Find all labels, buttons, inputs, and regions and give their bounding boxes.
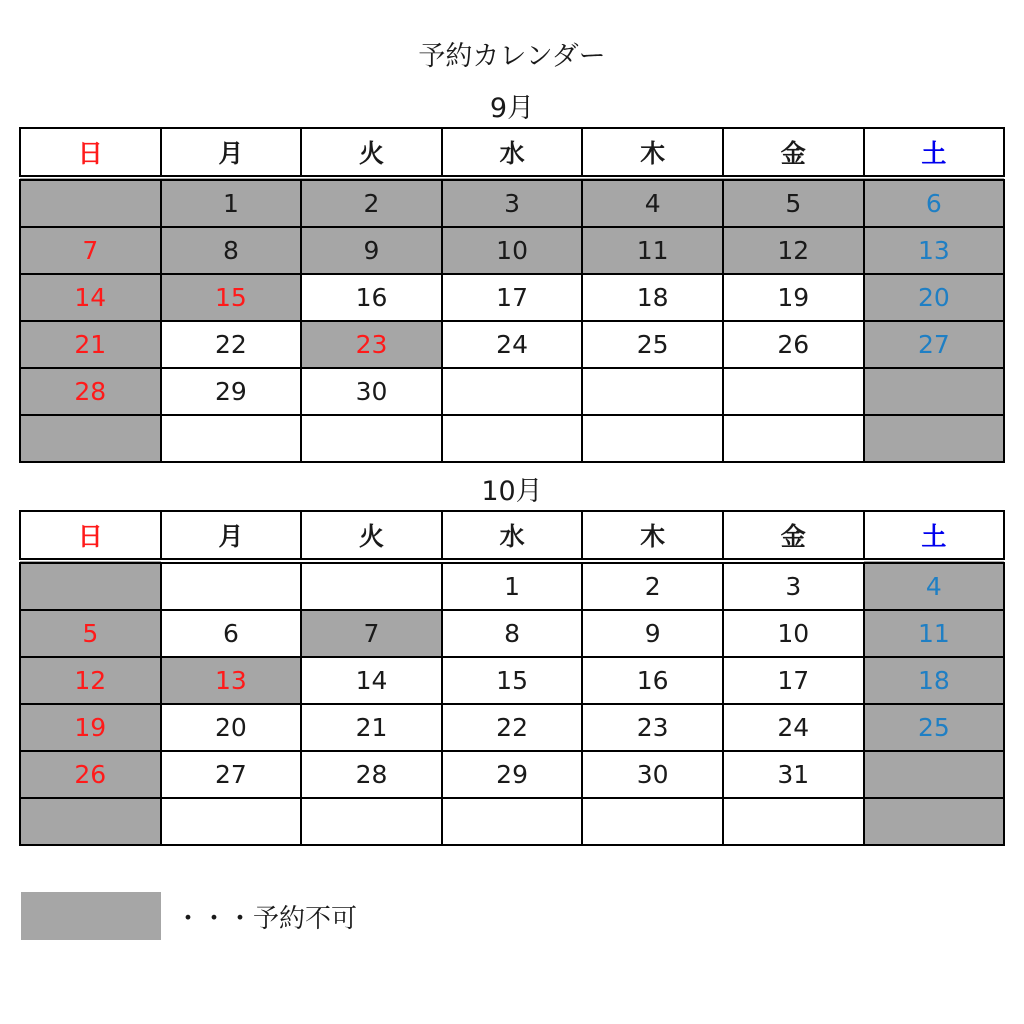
day-cell-12: 12: [20, 657, 161, 704]
weekday-thursday: 木: [582, 128, 723, 178]
day-cell-21: 21: [301, 704, 442, 751]
day-cell-28: 28: [301, 751, 442, 798]
day-cell-2: 2: [301, 178, 442, 227]
empty-day-cell: [864, 368, 1005, 415]
day-cell-10: 10: [442, 227, 583, 274]
legend-swatch-unavailable: [21, 892, 161, 940]
day-cell-24: 24: [442, 321, 583, 368]
empty-day-cell: [301, 561, 442, 610]
day-cell-30: 30: [582, 751, 723, 798]
day-cell-25: 25: [582, 321, 723, 368]
weekday-saturday: 土: [864, 511, 1005, 561]
week-row: [20, 610, 1004, 657]
legend-label: ・・・予約不可: [175, 903, 358, 934]
day-cell-9: 9: [301, 227, 442, 274]
empty-day-cell: [20, 798, 161, 845]
week-row: [20, 415, 1004, 462]
day-cell-17: 17: [723, 657, 864, 704]
day-cell-7: 7: [20, 227, 161, 274]
day-cell-4: 4: [582, 178, 723, 227]
day-cell-6: 6: [864, 178, 1005, 227]
day-cell-29: 29: [161, 368, 302, 415]
empty-day-cell: [442, 368, 583, 415]
empty-day-cell: [864, 751, 1005, 798]
day-cell-7: 7: [301, 610, 442, 657]
weekday-wednesday: 水: [442, 128, 583, 178]
day-cell-13: 13: [864, 227, 1005, 274]
day-cell-23: 23: [301, 321, 442, 368]
day-cell-21: 21: [20, 321, 161, 368]
weekday-sunday: 日: [20, 511, 161, 561]
day-cell-26: 26: [723, 321, 864, 368]
day-cell-5: 5: [723, 178, 864, 227]
weekday-tuesday: 火: [301, 128, 442, 178]
weekday-sunday: 日: [20, 128, 161, 178]
day-cell-27: 27: [161, 751, 302, 798]
day-cell-13: 13: [161, 657, 302, 704]
empty-day-cell: [723, 368, 864, 415]
day-cell-1: 1: [161, 178, 302, 227]
weekday-monday: 月: [161, 511, 302, 561]
day-cell-8: 8: [161, 227, 302, 274]
empty-day-cell: [301, 415, 442, 462]
day-cell-11: 11: [864, 610, 1005, 657]
day-cell-16: 16: [301, 274, 442, 321]
week-row: [20, 227, 1004, 274]
weekday-thursday: 木: [582, 511, 723, 561]
week-row: [20, 274, 1004, 321]
week-row: [20, 178, 1004, 227]
week-row: [20, 704, 1004, 751]
day-cell-10: 10: [723, 610, 864, 657]
empty-day-cell: [723, 415, 864, 462]
empty-day-cell: [161, 798, 302, 845]
day-cell-15: 15: [442, 657, 583, 704]
day-cell-16: 16: [582, 657, 723, 704]
day-cell-24: 24: [723, 704, 864, 751]
day-cell-19: 19: [723, 274, 864, 321]
day-cell-8: 8: [442, 610, 583, 657]
day-cell-27: 27: [864, 321, 1005, 368]
day-cell-14: 14: [301, 657, 442, 704]
day-cell-19: 19: [20, 704, 161, 751]
empty-day-cell: [582, 798, 723, 845]
day-cell-3: 3: [442, 178, 583, 227]
empty-day-cell: [161, 561, 302, 610]
day-cell-18: 18: [582, 274, 723, 321]
empty-day-cell: [301, 798, 442, 845]
day-cell-6: 6: [161, 610, 302, 657]
day-cell-30: 30: [301, 368, 442, 415]
empty-day-cell: [442, 798, 583, 845]
empty-day-cell: [442, 415, 583, 462]
day-cell-4: 4: [864, 561, 1005, 610]
weekday-saturday: 土: [864, 128, 1005, 178]
day-cell-3: 3: [723, 561, 864, 610]
weekday-header-row: [20, 511, 1004, 561]
day-cell-25: 25: [864, 704, 1005, 751]
day-cell-2: 2: [582, 561, 723, 610]
empty-day-cell: [582, 415, 723, 462]
day-cell-1: 1: [442, 561, 583, 610]
week-row: [20, 798, 1004, 845]
day-cell-31: 31: [723, 751, 864, 798]
empty-day-cell: [582, 368, 723, 415]
day-cell-22: 22: [442, 704, 583, 751]
month-label-september: 9月: [489, 93, 535, 124]
legend: [21, 892, 357, 940]
day-cell-11: 11: [582, 227, 723, 274]
empty-day-cell: [20, 178, 161, 227]
day-cell-17: 17: [442, 274, 583, 321]
empty-day-cell: [864, 415, 1005, 462]
empty-day-cell: [723, 798, 864, 845]
day-cell-26: 26: [20, 751, 161, 798]
empty-day-cell: [20, 561, 161, 610]
month-label-october: 10月: [481, 476, 543, 507]
weekday-monday: 月: [161, 128, 302, 178]
page-title: 予約カレンダー: [418, 41, 606, 72]
day-cell-9: 9: [582, 610, 723, 657]
day-cell-20: 20: [161, 704, 302, 751]
week-row: [20, 368, 1004, 415]
day-cell-29: 29: [442, 751, 583, 798]
week-row: [20, 321, 1004, 368]
weekday-tuesday: 火: [301, 511, 442, 561]
day-cell-18: 18: [864, 657, 1005, 704]
day-cell-22: 22: [161, 321, 302, 368]
day-cell-12: 12: [723, 227, 864, 274]
day-cell-20: 20: [864, 274, 1005, 321]
weekday-friday: 金: [723, 511, 864, 561]
day-cell-5: 5: [20, 610, 161, 657]
weekday-wednesday: 水: [442, 511, 583, 561]
week-row: [20, 561, 1004, 610]
week-row: [20, 657, 1004, 704]
week-row: [20, 751, 1004, 798]
calendar-october: [19, 510, 1005, 846]
empty-day-cell: [20, 415, 161, 462]
day-cell-15: 15: [161, 274, 302, 321]
day-cell-28: 28: [20, 368, 161, 415]
weekday-friday: 金: [723, 128, 864, 178]
weekday-header-row: [20, 128, 1004, 178]
day-cell-14: 14: [20, 274, 161, 321]
day-cell-23: 23: [582, 704, 723, 751]
empty-day-cell: [864, 798, 1005, 845]
calendar-september: [19, 127, 1005, 463]
empty-day-cell: [161, 415, 302, 462]
